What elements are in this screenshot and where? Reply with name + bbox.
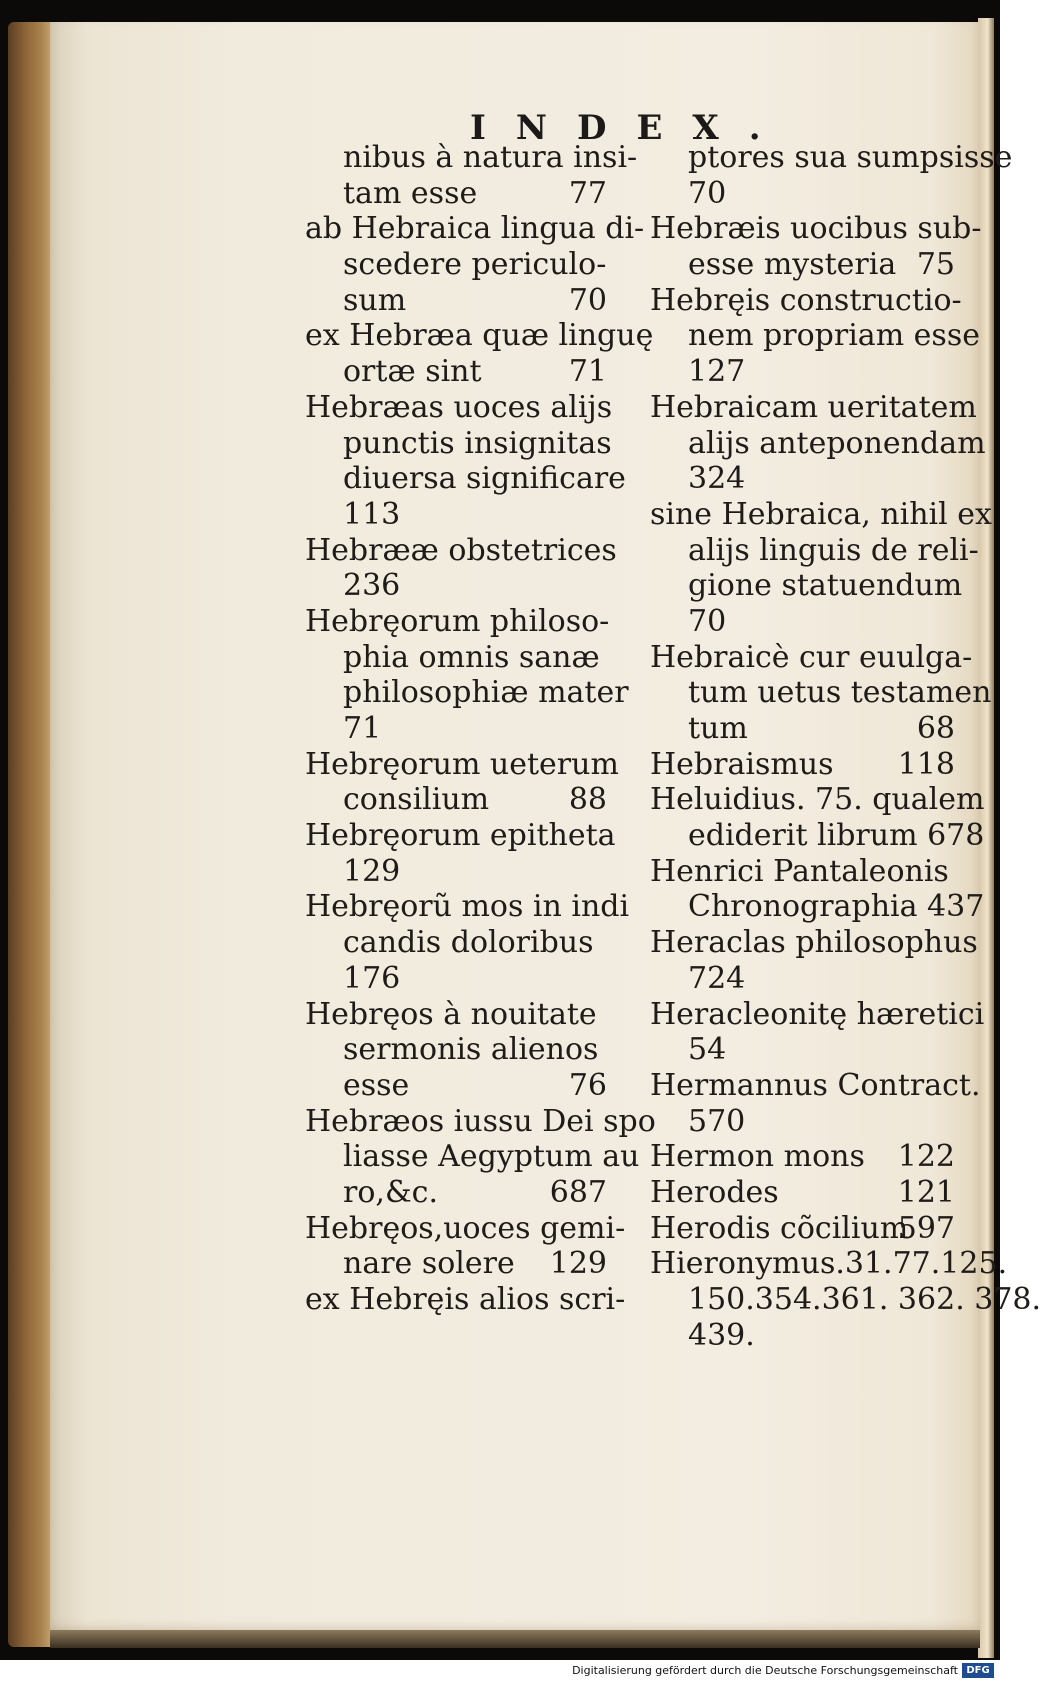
index-line <box>650 568 963 604</box>
index-entry-text: Hebraismus <box>650 746 834 782</box>
index-line <box>305 354 607 390</box>
index-entry-text: Herodis cõcilium <box>650 1210 909 1246</box>
index-page-number: 68 <box>916 711 955 746</box>
index-entry-text: Hermon mons <box>650 1139 865 1175</box>
index-line <box>305 1139 640 1175</box>
index-entry-text: phia omnis sanæ <box>343 639 600 675</box>
index-entry-text: ab Hebraica lingua di- <box>305 211 645 247</box>
index-entry-text: Heluidius. 75. qualem <box>650 782 985 818</box>
index-entry-text: diuersa significare <box>343 461 626 497</box>
index-entry-text: consilium <box>343 782 490 818</box>
index-entry-text: Herodes <box>650 1174 779 1210</box>
index-line <box>305 818 616 854</box>
index-entry-text: 570 <box>688 1103 746 1139</box>
index-entry-text: alijs linguis de reli- <box>688 532 979 568</box>
index-page-number: 597 <box>897 1210 955 1246</box>
index-entry-text: ortæ sint <box>343 354 482 390</box>
index-entry-text: Hebręorũ mos in indi <box>305 889 630 925</box>
index-entry-text: ex Hebręis alios scri- <box>305 1282 626 1317</box>
footer-bar <box>0 1660 1000 1684</box>
index-entry-text: tam esse <box>343 175 478 211</box>
index-entry-text: punctis insignitas <box>343 425 612 461</box>
index-line <box>650 711 955 747</box>
index-entry-text: Hebraicam ueritatem <box>650 389 977 425</box>
index-line <box>305 140 638 176</box>
index-entry-text: liasse Aegyptum au <box>343 1139 640 1175</box>
index-column-right <box>650 140 1041 1353</box>
index-line <box>650 639 973 676</box>
index-line <box>305 568 607 604</box>
index-entry-text: Hebręorum ueterum <box>305 746 619 782</box>
index-entry-text: 236 <box>343 568 401 604</box>
index-entry-text: 113 <box>343 496 401 532</box>
index-line <box>305 1068 607 1104</box>
index-entry-text: Heraclas philosophus <box>650 925 978 961</box>
index-entry-text: gione statuendum <box>688 568 963 604</box>
index-line <box>305 1103 656 1140</box>
index-line <box>305 711 607 747</box>
index-line <box>650 532 979 569</box>
index-entry-text: 70 <box>688 603 727 639</box>
index-entry-text: nem propriam esse <box>688 318 980 354</box>
index-line <box>305 889 630 925</box>
index-entry-text: Chronographia 437 <box>688 889 985 925</box>
page-bottom-edge <box>50 1630 980 1648</box>
index-page-number: 122 <box>897 1139 955 1175</box>
index-line <box>305 497 607 533</box>
index-line <box>305 997 607 1033</box>
index-line <box>650 1211 955 1247</box>
index-line <box>305 1175 607 1211</box>
index-line <box>650 318 980 354</box>
index-line <box>305 247 607 283</box>
index-line <box>305 1210 626 1247</box>
index-entry-text: esse mysteria <box>688 247 897 283</box>
index-entry-text: candis doloribus <box>343 925 594 961</box>
index-page-number: 118 <box>897 746 955 782</box>
index-line <box>305 603 610 640</box>
index-line <box>650 604 955 640</box>
index-line <box>650 1318 955 1354</box>
index-entry-text: 324 <box>688 461 746 497</box>
index-entry-text: tum uetus testamen <box>688 675 992 711</box>
index-line <box>305 961 607 997</box>
index-line <box>305 1282 626 1318</box>
index-entry-text: tum <box>688 711 748 746</box>
index-entry-text: Hebręos,uoces gemi- <box>305 1210 626 1246</box>
index-line <box>305 640 607 676</box>
index-line <box>650 461 955 497</box>
index-line <box>305 925 607 961</box>
index-page-number: 71 <box>568 354 607 390</box>
index-entry-text: ediderit librum 678 <box>688 818 985 854</box>
index-line <box>305 283 607 319</box>
index-line <box>650 1139 955 1175</box>
index-entry-text: sermonis alienos <box>343 1032 599 1068</box>
index-entry-text: philosophiæ mater <box>343 675 629 711</box>
index-entry-text: nibus à natura insi- <box>343 140 638 175</box>
index-line <box>650 1175 955 1211</box>
index-line <box>305 318 654 354</box>
index-page-number: 687 <box>549 1174 607 1210</box>
index-entry-text: ptores sua sumpsisse <box>688 140 1013 175</box>
index-line <box>650 1104 955 1140</box>
index-line <box>305 461 626 497</box>
index-line <box>650 425 986 462</box>
index-line <box>650 1032 955 1068</box>
index-entry-text: Hebręorum philoso- <box>305 603 610 639</box>
index-entry-text: Henrici Pantaleonis <box>650 853 949 889</box>
index-entry-text: ro,&c. <box>343 1174 438 1210</box>
index-entry-text: 54 <box>688 1032 727 1068</box>
index-entry-text: nare solere <box>343 1246 515 1282</box>
index-line <box>650 1246 1008 1282</box>
index-line <box>650 925 978 961</box>
index-line <box>650 818 985 854</box>
index-line <box>650 389 977 426</box>
index-line <box>305 675 629 711</box>
index-line <box>650 675 992 711</box>
index-line <box>650 140 1013 176</box>
index-entry-text: 439. <box>688 1317 755 1353</box>
index-line <box>650 211 982 247</box>
index-page-number: 76 <box>568 1067 607 1103</box>
index-entry-text: Hebraicè cur euulga- <box>650 639 973 675</box>
index-entry-text: Hebræas uoces alijs <box>305 389 613 425</box>
index-page-number: 75 <box>916 247 955 283</box>
index-entry-text: 150.354.361. 362. 378. <box>688 1282 1041 1317</box>
index-line <box>650 176 955 212</box>
index-entry-text: Hebræis uocibus sub- <box>650 211 982 247</box>
index-line <box>305 854 607 890</box>
index-line <box>305 1032 607 1068</box>
index-line <box>650 354 955 390</box>
index-entry-text: Hebręos à nouitate <box>305 996 597 1032</box>
index-line <box>650 782 985 818</box>
page-header: INDEX. <box>470 108 791 148</box>
index-page-number: 70 <box>568 282 607 318</box>
index-entry-text: 129 <box>343 853 401 889</box>
index-entry-text: 724 <box>688 960 746 996</box>
index-page-number: 77 <box>568 175 607 211</box>
index-entry-text: Heracleonitę hæretici <box>650 996 985 1032</box>
index-line <box>650 854 955 890</box>
index-line <box>305 746 619 783</box>
index-page-number: 88 <box>568 782 607 818</box>
index-entry-text: 70 <box>688 175 727 211</box>
index-entry-text: ex Hebræa quæ linguę <box>305 318 654 354</box>
index-line <box>650 889 985 925</box>
index-entry-text: scedere periculo- <box>343 247 607 283</box>
index-line <box>650 961 955 997</box>
index-page-number: 129 <box>549 1246 607 1282</box>
dfg-logo: DFG <box>962 1663 994 1678</box>
index-entry-text: 176 <box>343 960 401 996</box>
index-entry-text: esse <box>343 1067 410 1103</box>
index-line <box>305 389 613 426</box>
index-entry-text: Hebræos iussu Dei spo <box>305 1103 656 1139</box>
index-entry-text: Hebręorum epitheta <box>305 818 616 854</box>
index-line <box>650 1282 1041 1318</box>
index-line <box>305 176 607 212</box>
index-line <box>305 1246 607 1282</box>
index-entry-text: Hermannus Contract. <box>650 1067 981 1103</box>
index-line <box>305 782 607 818</box>
index-entry-text: sine Hebraica, nihil ex <box>650 496 992 532</box>
index-column-left <box>305 140 656 1318</box>
index-entry-text: 71 <box>343 711 382 746</box>
book-cover-left-edge <box>8 22 54 1647</box>
index-entry-text: 127 <box>688 354 746 390</box>
index-line <box>305 532 617 569</box>
index-entry-text: sum <box>343 282 407 318</box>
index-line <box>650 1067 981 1104</box>
index-line <box>650 282 962 319</box>
index-line <box>650 496 992 533</box>
index-entry-text: Hieronymus.31.77.125. <box>650 1246 1008 1282</box>
index-entry-text: alijs anteponendam <box>688 425 986 461</box>
index-line <box>650 247 955 283</box>
index-page-number: 121 <box>897 1174 955 1210</box>
index-line <box>305 425 612 462</box>
footer-credit: Digitalisierung gefördert durch die Deutsche Forschungsgemeinschaft <box>572 1664 958 1677</box>
index-line <box>650 747 955 783</box>
index-line <box>305 211 645 247</box>
index-entry-text: Hebrææ obstetrices <box>305 532 617 568</box>
index-line <box>650 996 985 1033</box>
index-entry-text: Hebręis constructio- <box>650 282 962 318</box>
